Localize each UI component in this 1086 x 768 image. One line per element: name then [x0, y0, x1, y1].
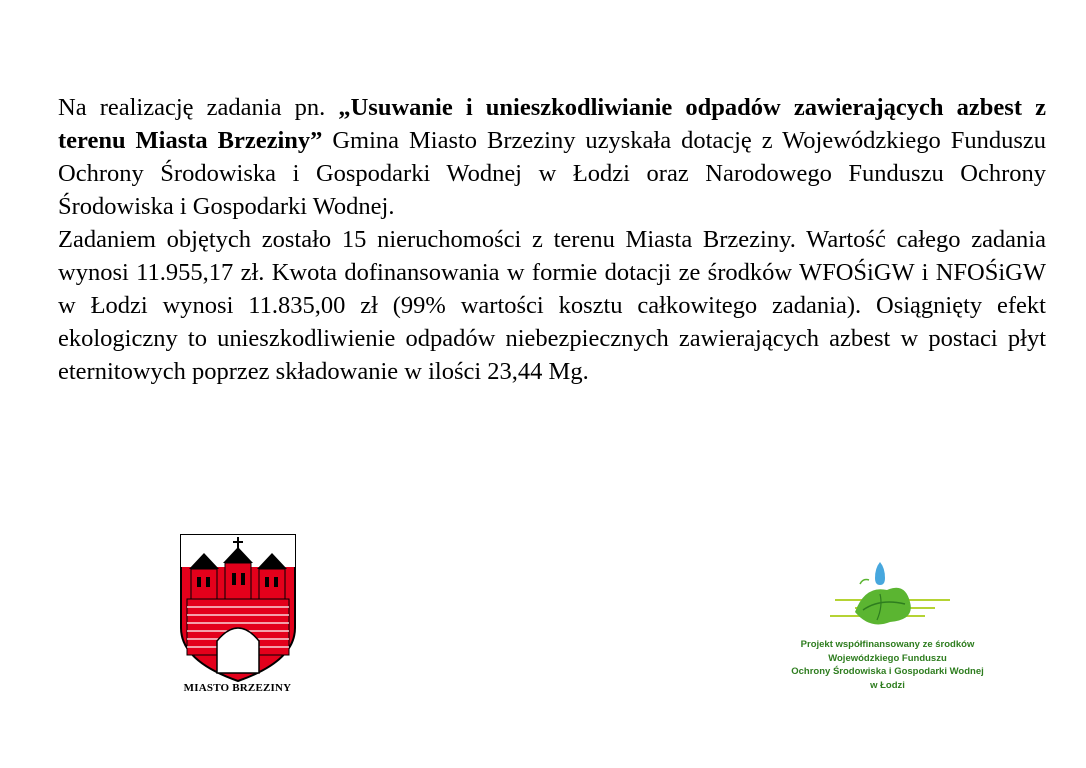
- fund-caption-line: Ochrony Środowiska i Gospodarki Wodnej: [791, 666, 984, 677]
- fund-leaf-drop-icon: [825, 560, 955, 635]
- paragraph-intro: Na realizację zadania pn.: [58, 94, 339, 121]
- coat-of-arms-icon: [179, 533, 297, 683]
- paragraph-grant-rest: Gmina Miasto Brzeziny uzyskała dotację z Wojewódzkiego Funduszu Ochrony Środowiska i Gospodarki Wodnej w Łodzi oraz Narodowego Funduszu Ochrony Środowiska i Gospodarki Wodnej.: [58, 127, 1046, 220]
- paragraph-grant-info: [58, 91, 1046, 223]
- fund-caption: [770, 638, 1005, 692]
- fund-caption-line: Projekt współfinansowany ze środków: [800, 639, 975, 650]
- paragraph-task-details: Zadaniem objętych zostało 15 nieruchomości z terenu Miasta Brzeziny. Wartość całego zadania wynosi 11.955,17 zł. Kwota dofinansowania w formie dotacji ze środków WFOŚiGW i NFOŚiGW w Łodzi wynosi 11.835,00 zł (99% wartości kosztu całkowitego zadania). Osiągnięty efekt ekologiczny to unieszkodliwienie odpadów niebezpiecznych zawierających azbest w postaci płyt eternitowych poprzez składowanie w ilości 23,44 Mg.: [58, 226, 1046, 385]
- task-title: „Usuwanie i unieszkodliwianie odpadów zawierających azbest z terenu Miasta Brzeziny”: [58, 94, 1046, 154]
- fund-caption-line: w Łodzi: [870, 679, 905, 691]
- fund-caption-line: Wojewódzkiego Funduszu: [828, 652, 947, 664]
- document-body: [58, 91, 1046, 388]
- coat-of-arms: [165, 533, 310, 703]
- fund-logo: [770, 560, 1005, 700]
- coat-of-arms-caption: MIASTO BRZEZINY: [183, 682, 292, 694]
